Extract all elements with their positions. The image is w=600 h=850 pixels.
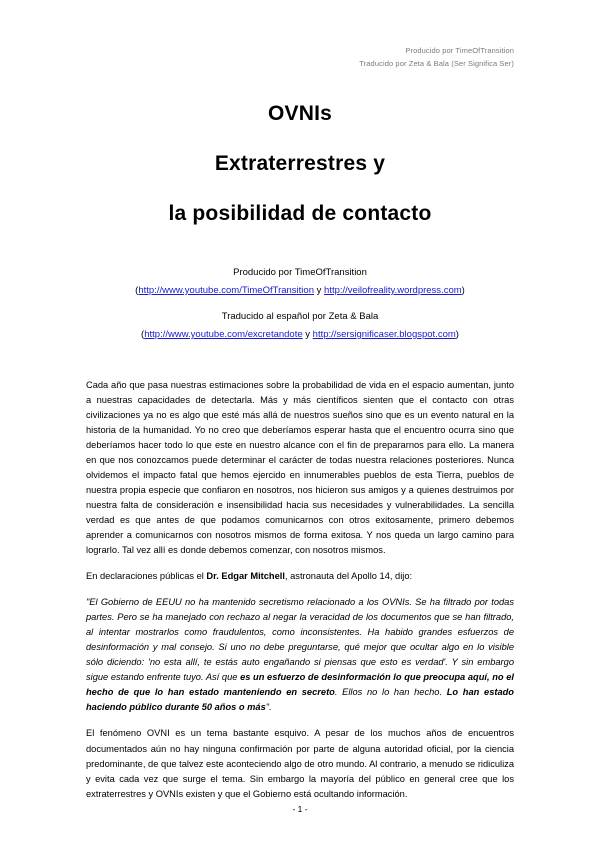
quote-part-2: . Ellos no lo han hecho. [334,687,447,698]
link-veilofreality[interactable]: http://veilofreality.wordpress.com [324,284,462,296]
quote-bold-2: Lo han estado haciendo público durante 50 años o más [86,687,514,713]
quote-bold-1: es un esfuerzo de desinformación lo que preocupa aquí, no el hecho de que lo han estado manteniendo en secreto [86,672,514,698]
translated-by-links [86,326,514,344]
link-timeoftransition-youtube[interactable]: http://www.youtube.com/TimeOfTransition [138,284,314,296]
paren-open-2: ( [141,328,145,340]
body-quote [86,595,514,715]
mitchell-name: Dr. Edgar Mitchell [206,571,285,582]
body-paragraph-3: El fenómeno OVNI es un tema bastante esquivo. A pesar de los muchos años de encuentros documentados aún no hay ninguna confirmación por parte de alguna autoridad oficial, por la ciencia predominante, de que talvez este aconteciendo algo de otro mundo. Al contrario, a menudo se ridiculiza y evita cada vez que surge el tema. Sin embargo la mayoría del público en general cree que los extraterrestres y OVNIs existen y que el Gobierno está ocultando información. [86,728,514,799]
link-separator: y [313,284,325,296]
link-sersignificaser[interactable]: http://sersignificaser.blogspot.com [312,328,456,340]
credit-translated-by: Traducido por Zeta & Bala (Ser Significa Ser) [359,59,514,69]
paren-close-2: ) [455,328,459,340]
paren-open: ( [135,284,139,296]
quote-part-3: ". [265,702,272,713]
produced-by-label: Producido por TimeOfTransition [233,267,367,279]
mitchell-intro: En declaraciones públicas el [86,571,207,582]
document-body [86,378,514,802]
body-paragraph-1: Cada año que pasa nuestras estimaciones sobre la probabilidad de vida en el espacio aumentan, junto a nuestras capacidades de detectarla. Más y más científicos sienten que el contacto con otras civilizaciones ya no es algo que esté más allá de nuestros sueños sino que es un evento natural en la historia de la humanidad. Yo no creo que deberíamos esperar hasta que el encuentro ocurra sino que deberíamos hacer todo lo que este en nuestro alcance con el fin de prepararnos para ello. La manera en que nos conozcamos puede determinar el carácter de todas nuestra relaciones posteriores. Nunca olvidemos el impacto fatal que hemos ejercido en innumerables pueblos de esta Tierra, pueblos de nuestra propia especie que confiaron en nosotros, nos hicieron sus amigos y a quienes destruimos por nuestra falta de consideración e insensibilidad hacia sus necesidades y vulnerabilidades. La sencilla verdad es que antes de que podamos comunicarnos con otros exitosamente, primero debemos aprender a comunicarnos con nosotros mismos de forma exitosa. Y nos queda un largo camino para lograrlo. Tal vez allí es donde debemos comenzar, con nosotros mismos. [86,379,514,556]
produced-by-links [86,282,514,300]
subtitle-spacer [86,299,514,308]
document-subtitle [86,264,514,343]
credit-produced-by: Producido por TimeOfTransition [405,46,514,55]
paren-close: ) [461,284,465,296]
document-title [86,102,514,226]
title-line-1: OVNIs [267,102,333,126]
title-line-2: Extraterrestres y [214,152,386,176]
page-number: - 1 - [292,804,308,814]
mitchell-rest: , astronauta del Apollo 14, dijo: [284,571,413,582]
body-paragraph-2 [86,569,514,584]
link-excretandote-youtube[interactable]: http://www.youtube.com/excretandote [144,328,303,340]
title-line-3: la posibilidad de contacto [168,202,432,226]
link-separator-2: y [302,328,313,340]
document-credits [86,44,514,70]
translated-by-label: Traducido al español por Zeta & Bala [221,311,379,323]
quote-part-1: "El Gobierno de EEUU no ha mantenido secretismo relacionado a los OVNIs. Se ha filtrado por todas partes. Pero se ha manejado con rechazo al negar la veracidad de los documentos que se han filtrado, al intentar mostrarlos como fraudulentos, como inconsistentes. Ha habido grandes esfuerzos de desinformación y mal consejo. Si uno no debe preguntarse, qué mejor que ocultar algo en lo visible sólo diciendo: 'no esta allí, te estás auto engañando si piensas que esto es verdad'. Y sin embargo sigue estando enfrente tuyo. Así que [86,597,514,683]
